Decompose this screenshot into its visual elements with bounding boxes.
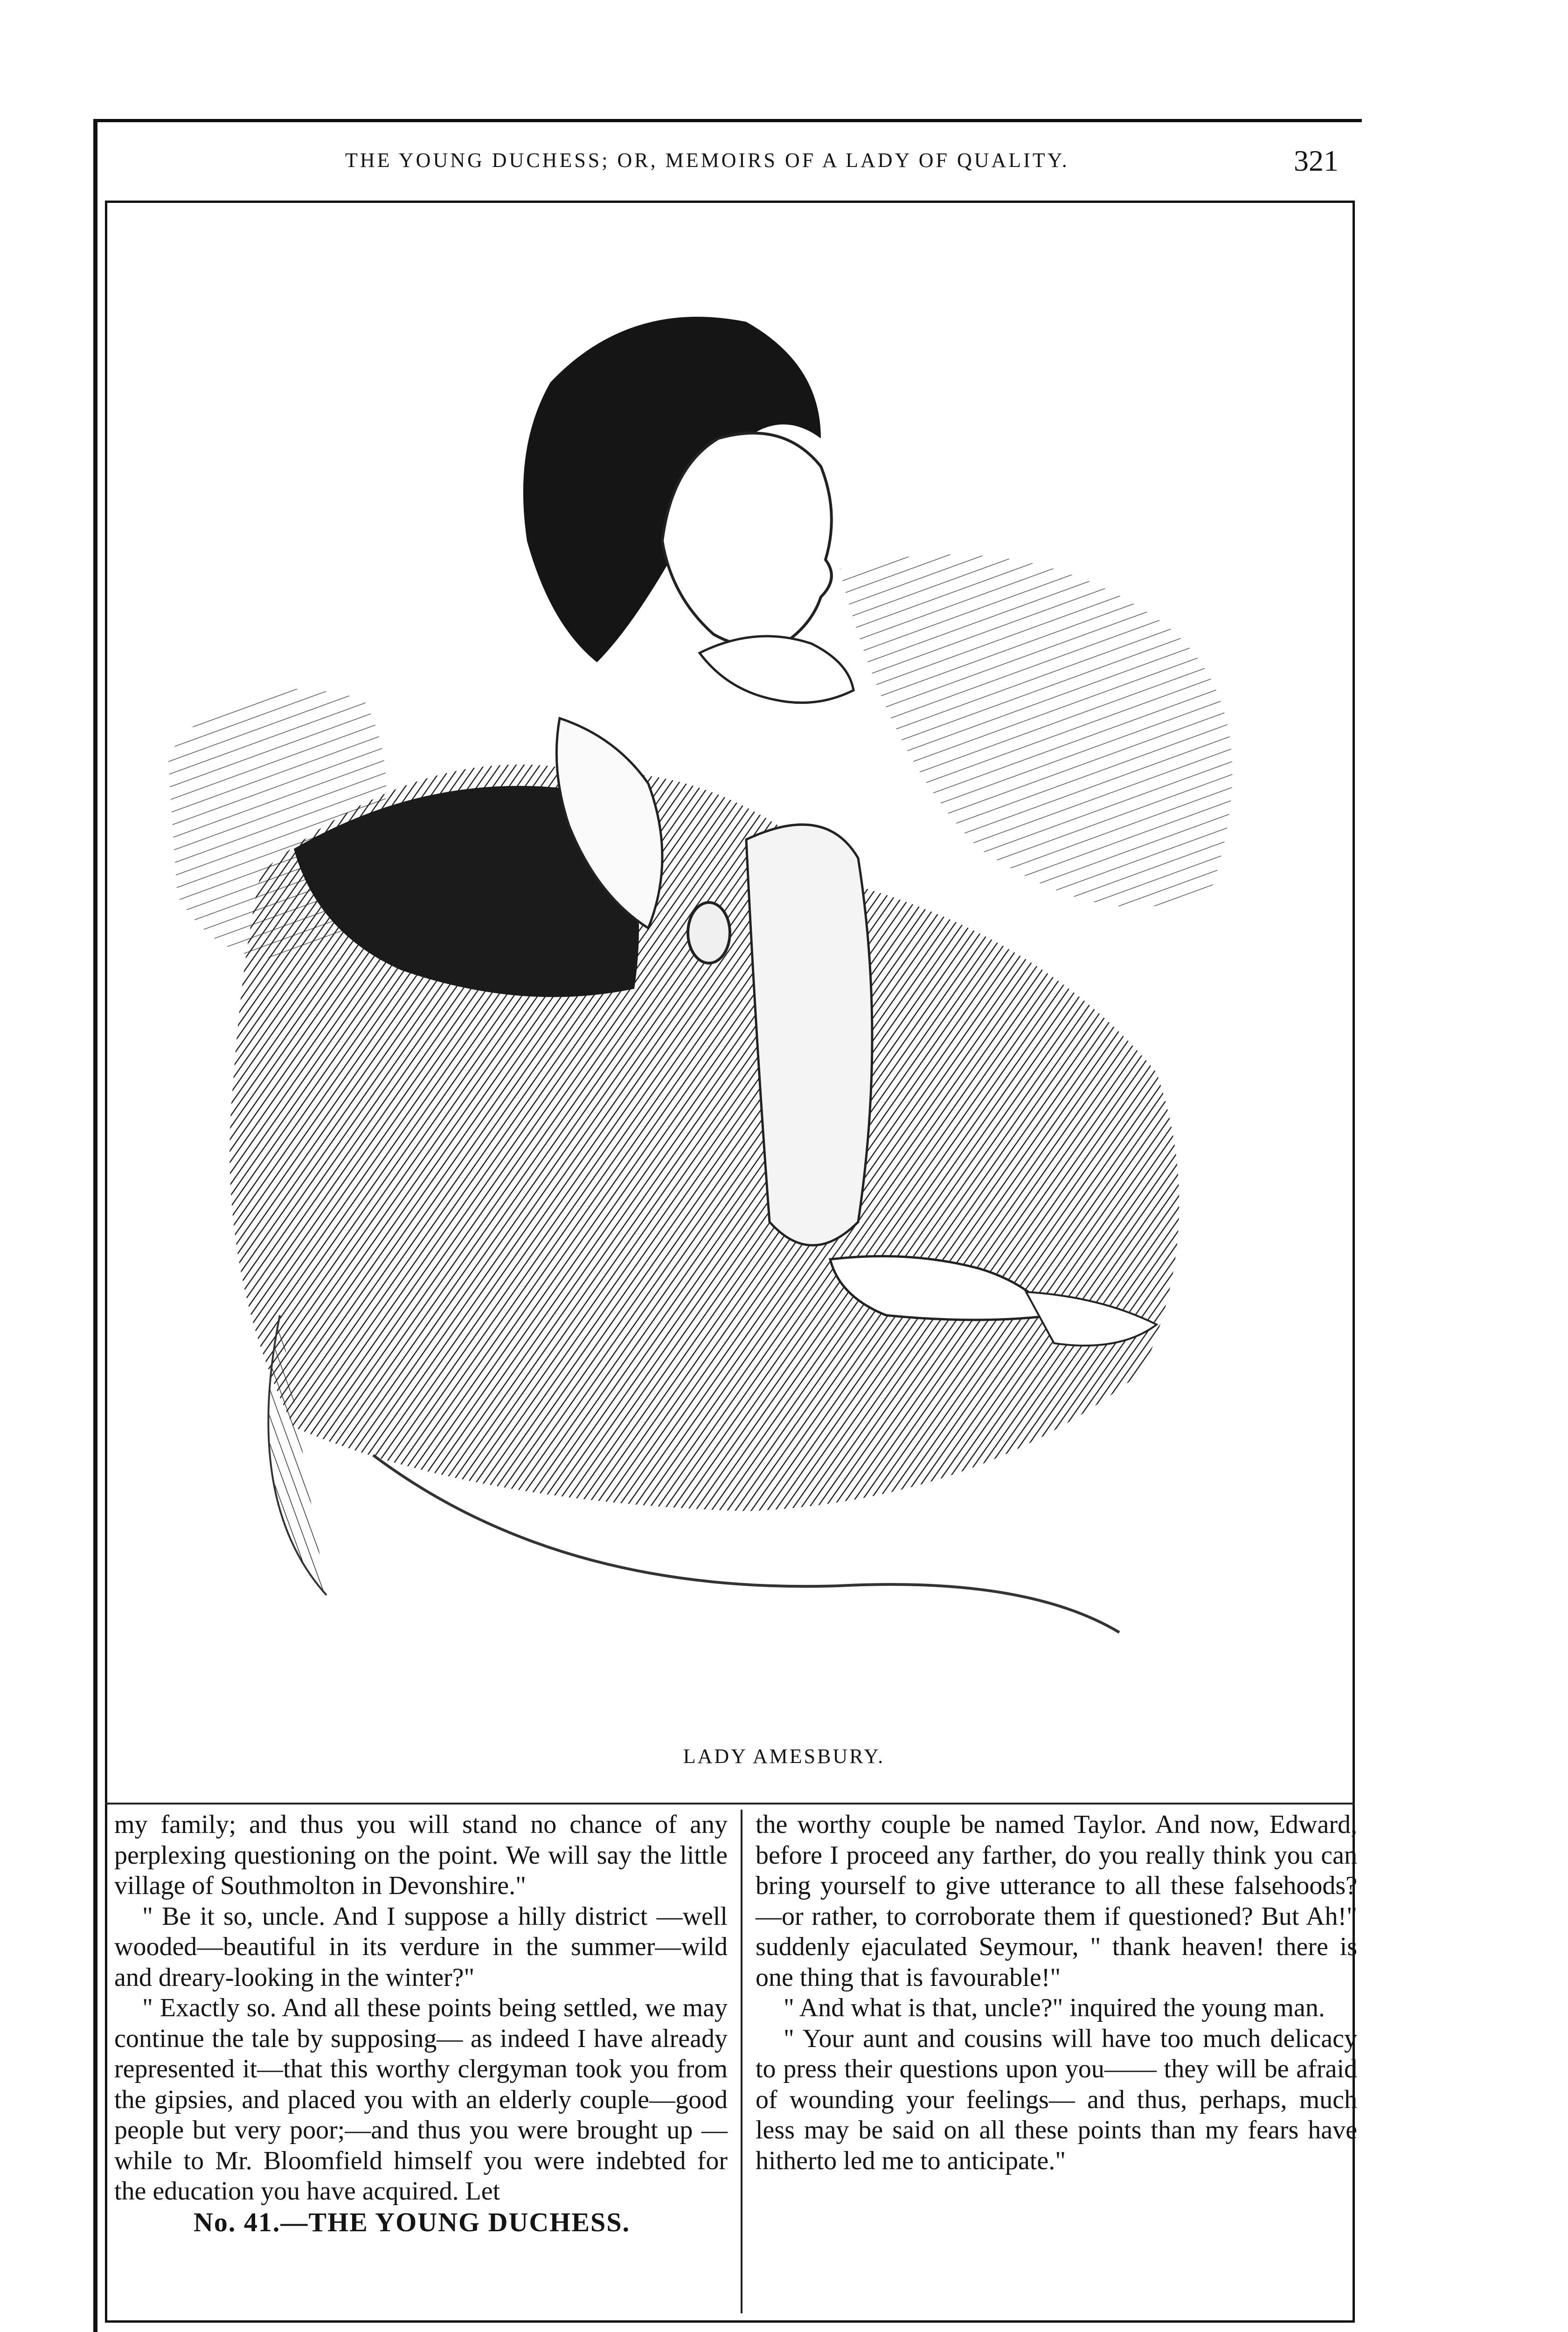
running-title: THE YOUNG DUCHESS; OR, MEMOIRS OF A LADY OF QUALITY. <box>345 149 1069 172</box>
right-column <box>756 1810 1357 2176</box>
page-header <box>98 140 1357 196</box>
column-divider <box>741 1810 742 2313</box>
hand-at-chin <box>700 636 853 703</box>
illustration-caption: LADY AMESBURY. <box>683 1745 885 1768</box>
paragraph: the worthy couple be named Taylor. And now, Edward, before I proceed any farther, do you really think you can bring yourself to give utterance to all these falsehoods?—or rather, to corroborate them if questioned? But Ah!" suddenly ejaculated Seymour, " thank heaven! there is one thing that is favourable!" <box>756 1810 1357 1992</box>
paragraph: " Your aunt and cousins will have too much delicacy to press their questions upon you—— they will be afraid of wounding your feelings— and thus, perhaps, much less may be said on all these points than my fears have hitherto led me to anticipate." <box>756 2024 1357 2175</box>
paragraph: " And what is that, uncle?" inquired the young man. <box>784 1993 1325 2022</box>
face <box>662 433 832 647</box>
paragraph: my family; and thus you will stand no chance of any perplexing questioning on the point. We will say the little village of Southmolton in Devonshire." <box>114 1810 728 1900</box>
divider <box>105 1803 1355 1805</box>
background-cloud <box>840 555 1232 907</box>
left-column <box>114 1810 728 2237</box>
part-signature: No. 41.—THE YOUNG DUCHESS. <box>194 2207 631 2237</box>
engraving-illustration <box>140 243 1315 1735</box>
page-number: 321 <box>1294 144 1339 177</box>
paragraph: " Be it so, uncle. And I suppose a hilly district —well wooded—beautiful in its verdure in the summer—wild and dreary-looking in the winter?" <box>114 1902 728 1992</box>
brooch <box>688 902 730 963</box>
paragraph: " Exactly so. And all these points being settled, we may continue the tale by supposing— as indeed I have already represented it—that this worthy clergyman took you from the gipsies, and placed you with an elderly couple—good people but very poor;—and thus you were brought up —while to Mr. Bloomfield himself you were indebted for the education you have acquired. Let <box>114 1993 728 2206</box>
